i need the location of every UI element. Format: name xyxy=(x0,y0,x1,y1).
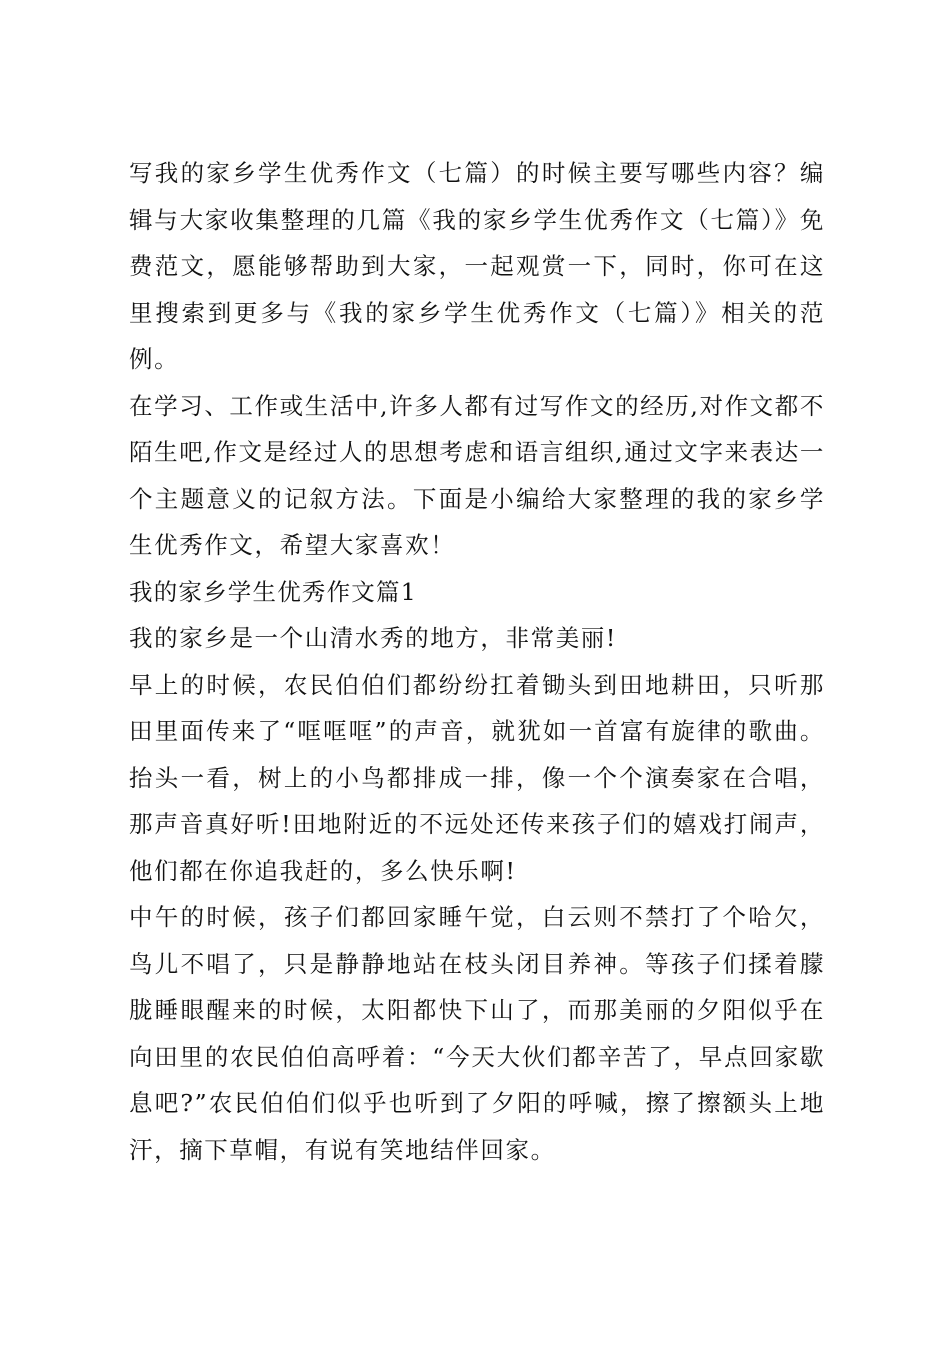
intro-paragraph: 写我的家乡学生优秀作文（七篇）的时候主要写哪些内容？编辑与大家收集整理的几篇《我的家乡学生优秀作文（七篇）》免费范文，愿能够帮助到大家，一起观赏一下，同时，你可在这里搜索到更多与《我的家乡学生优秀作文（七篇）》相关的范例。 xyxy=(129,159,825,373)
document-body xyxy=(129,150,825,1173)
essay-paragraph: 我的家乡是一个山清水秀的地方，非常美丽! xyxy=(129,624,617,652)
preface-paragraph: 在学习、工作或生活中,许多人都有过写作文的经历,对作文都不陌生吧,作文是经过人的思想考虑和语言组织,通过文字来表达一个主题意义的记叙方法。下面是小编给大家整理的我的家乡学生优秀作文，希望大家喜欢！ xyxy=(129,391,825,559)
essay-paragraph: 早上的时候，农民伯伯们都纷纷扛着锄头到田地耕田，只听那田里面传来了“哐哐哐”的声音，就犹如一首富有旋律的歌曲。抬头一看，树上的小鸟都排成一排，像一个个演奏家在合唱，那声音真好听!田地附近的不远处还传来孩子们的嬉戏打闹声，他们都在你追我赶的，多么快乐啊! xyxy=(129,670,825,885)
essay-paragraph: 中午的时候，孩子们都回家睡午觉，白云则不禁打了个哈欠，鸟儿不唱了，只是静静地站在枝头闭目养神。等孩子们揉着朦胧睡眼醒来的时候，太阳都快下山了，而那美丽的夕阳似乎在向田里的农民伯伯高呼着：“今天大伙们都辛苦了，早点回家歇息吧?”农民伯伯们似乎也听到了夕阳的呼喊，擦了擦额头上地汗，摘下草帽，有说有笑地结伴回家。 xyxy=(129,903,825,1164)
essay-heading: 我的家乡学生优秀作文篇1 xyxy=(129,577,417,606)
